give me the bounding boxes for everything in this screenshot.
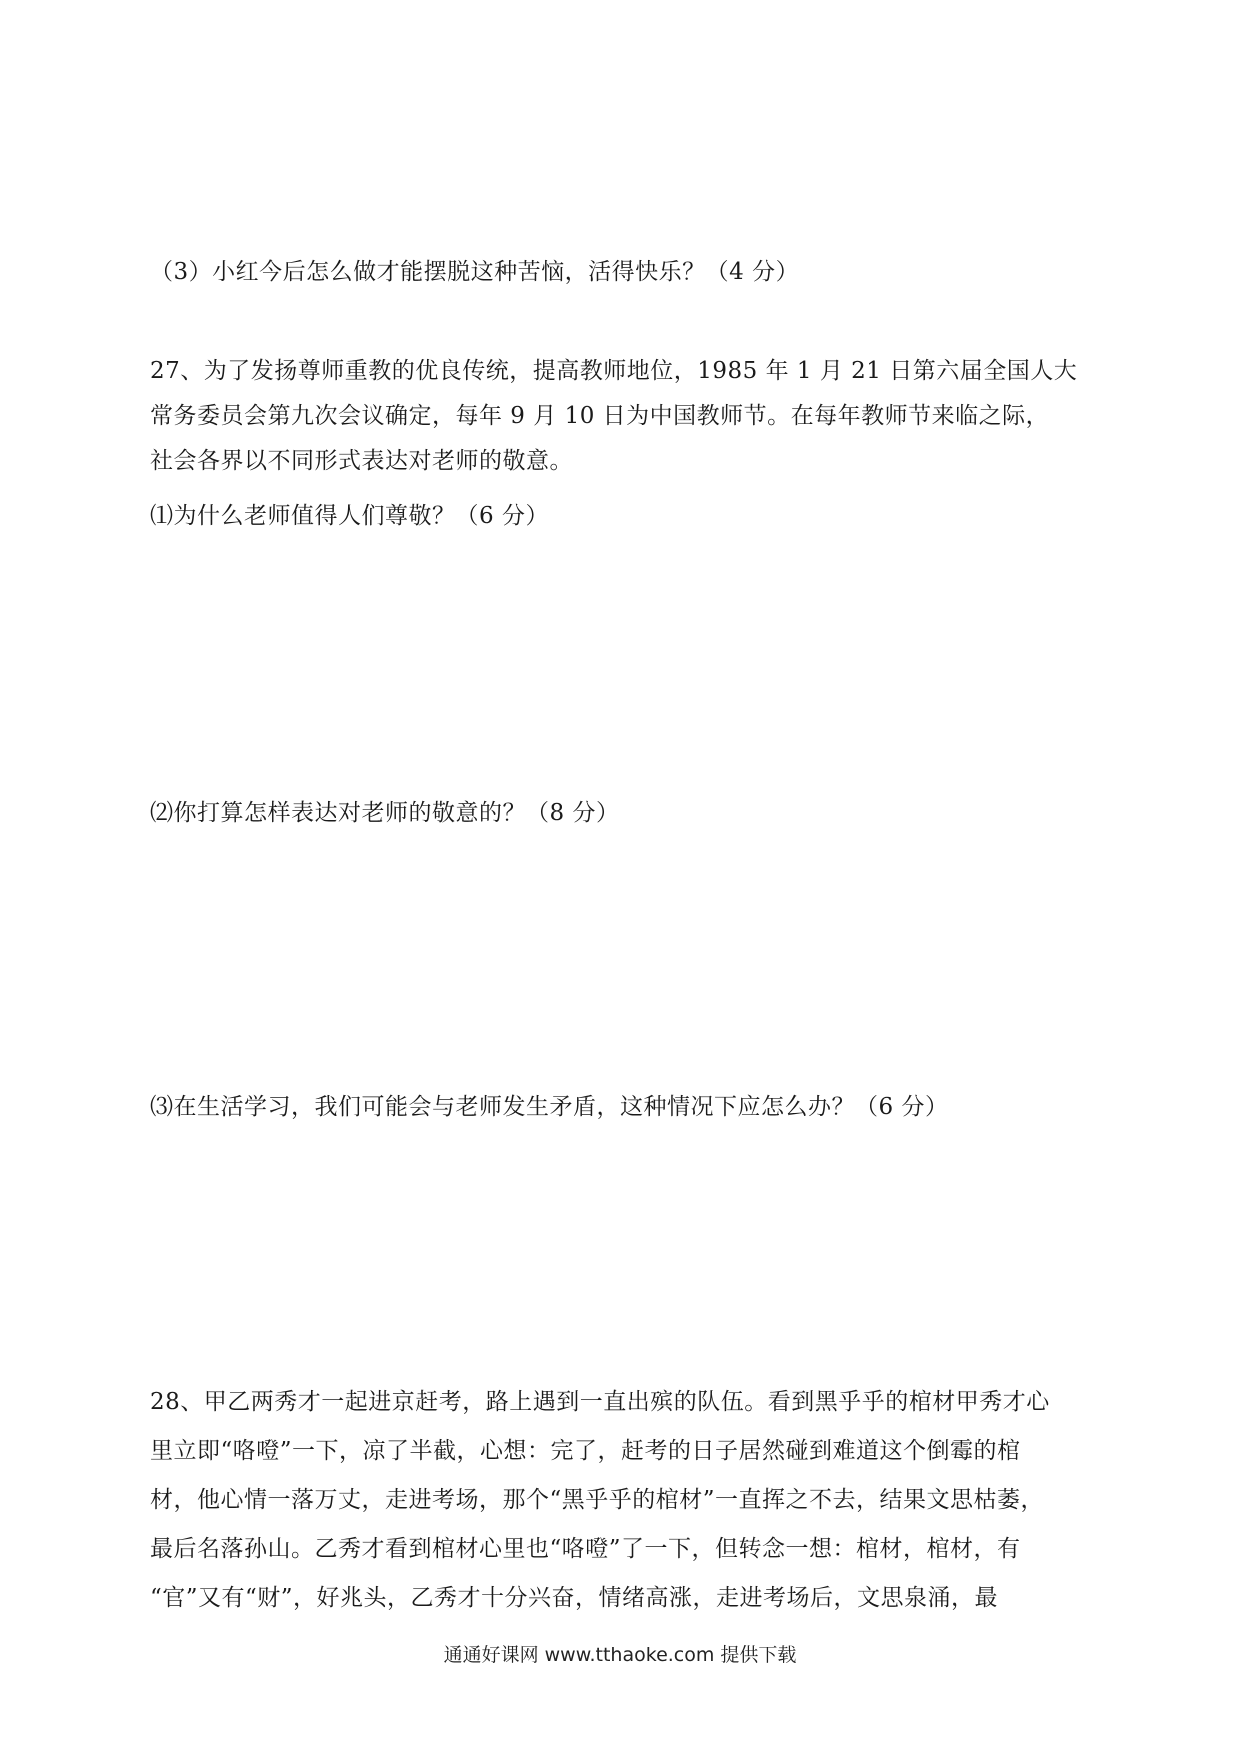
q27-stem-line-1: 27、为了发扬尊师重教的优良传统，提高教师地位，1985 年 1 月 21 日第六届全国人大 [150, 358, 1078, 384]
q27-sub1: ⑴为什么老师值得人们尊敬？（6 分） [150, 503, 549, 529]
q28-stem-line-1: 28、甲乙两秀才一起进京赶考，路上遇到一直出殡的队伍。看到黑乎乎的棺材甲秀才心 [150, 1389, 1050, 1415]
q28-stem-line-5: “官”又有“财”，好兆头，乙秀才十分兴奋，情绪高涨，走进考场后，文思泉涌，最 [150, 1585, 999, 1611]
q27-sub2: ⑵你打算怎样表达对老师的敬意的？（8 分） [150, 800, 620, 826]
q28-stem-line-2: 里立即“咯噔”一下，凉了半截，心想：完了，赶考的日子居然碰到难道这个倒霉的棺 [150, 1438, 1021, 1464]
q28-stem-line-4: 最后名落孙山。乙秀才看到棺材心里也“咯噔”了一下，但转念一想：棺材，棺材，有 [150, 1536, 1021, 1562]
q27-stem-line-3: 社会各界以不同形式表达对老师的敬意。 [150, 448, 573, 474]
q28-stem-line-3: 材，他心情一落万丈，走进考场，那个“黑乎乎的棺材”一直挥之不去，结果文思枯萎， [150, 1487, 1045, 1513]
q27-stem-line-2: 常务委员会第九次会议确定，每年 9 月 10 日为中国教师节。在每年教师节来临之际， [150, 403, 1050, 429]
q26-sub3: （3）小红今后怎么做才能摆脱这种苦恼，活得快乐？（4 分） [150, 259, 800, 285]
footer-download-notice: 通通好课网 www.tthaoke.com 提供下载 [443, 1644, 797, 1666]
q27-sub3: ⑶在生活学习，我们可能会与老师发生矛盾，这种情况下应怎么办？（6 分） [150, 1094, 949, 1120]
